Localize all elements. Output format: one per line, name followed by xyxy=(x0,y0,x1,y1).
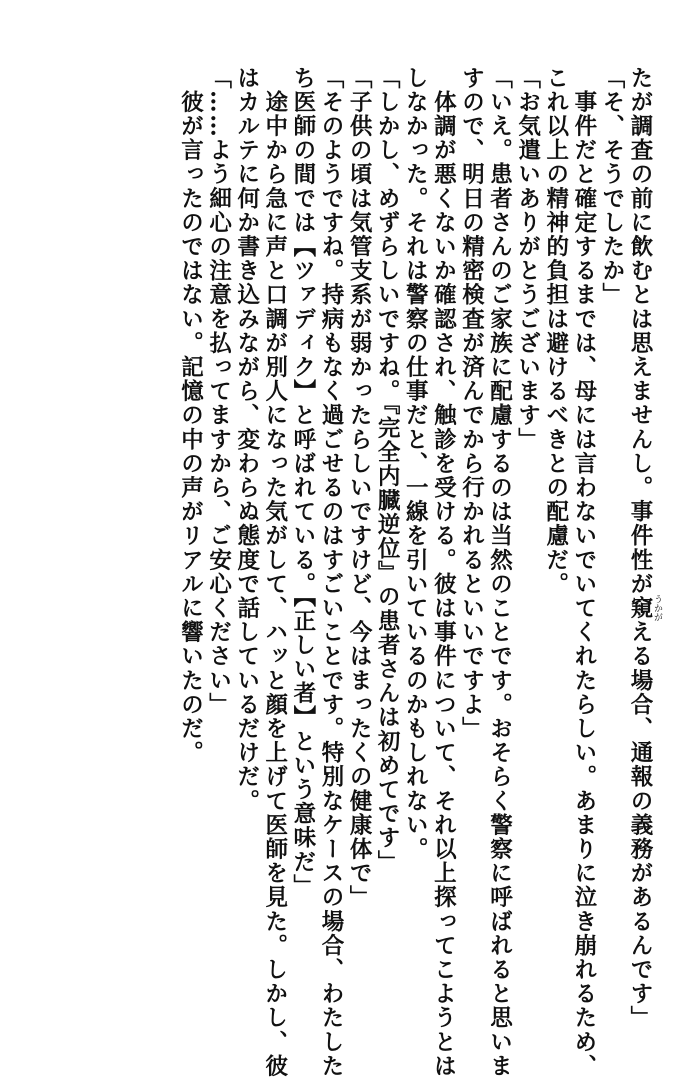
text-line-10: 「しかし、めずらしいですね。『完全内臓逆位』の患者さんは初めてです」 xyxy=(374,66,401,875)
text-line-11: 「子供の頃は気管支系が弱かったらしいですけど、今はまったくの健康体で」 xyxy=(346,66,373,910)
text-line-1-start: たが調査の前に飲むとは思えませんし。事件性が xyxy=(627,66,653,597)
text-line-1 xyxy=(626,66,662,1031)
ruby-annotation xyxy=(627,594,662,622)
text-line-2: 「そ、そうでしたか」 xyxy=(598,66,625,307)
text-line-14: 途中から急に声と口調が別人になった気がして、ハッと顔を上げて医師を見た。しかし、彼 xyxy=(261,66,288,1078)
text-line-12: 「そのようですね。持病もなく過ごせるのはすごいことです。特別なケースの場合、わたした xyxy=(317,66,344,1078)
text-line-5: 「お気遣いありがとうございます」 xyxy=(514,66,541,452)
ruby-reading: うかが xyxy=(652,594,662,622)
text-line-8: 体調が悪くないか確認され、触診を受ける。彼は事件について、それ以上探ってこようとは xyxy=(430,66,457,1078)
text-line-7: すので、明日の精密検査が済んでから行かれるといいですよ」 xyxy=(458,66,485,741)
text-line-1-end: える場合、通報の義務があるんです」 xyxy=(627,620,653,1031)
text-line-13: ち医師の間では【ツァディク】と呼ばれている。【正しい者】という意味だ」 xyxy=(289,66,316,899)
vertical-text-body xyxy=(56,66,662,1078)
text-line-6: 「いえ。患者さんのご家族に配慮するのは当然のことです。おそらく警察に呼ばれると思いま xyxy=(486,66,513,1078)
ruby-base: 窺 xyxy=(627,594,653,622)
text-line-17: 彼が言ったのではない。記憶の中の声がリアルに響いたのだ。 xyxy=(177,66,204,765)
text-line-16: 「……よう細心の注意を払ってますから、ご安心ください」 xyxy=(205,66,232,717)
text-line-3: 事件だと確定するまでは、母には言わないでいてくれたらしい。あまりに泣き崩れるため、 xyxy=(570,66,597,1078)
text-line-15: はカルテに何か書き込みながら、変わらぬ態度で話しているだけだ。 xyxy=(233,66,260,814)
text-line-4: これ以上の精神的負担は避けるべきとの配慮だ。 xyxy=(542,66,569,597)
text-line-9: しなかった。それは警察の仕事だと、一線を引いているのかもしれない。 xyxy=(402,66,429,862)
